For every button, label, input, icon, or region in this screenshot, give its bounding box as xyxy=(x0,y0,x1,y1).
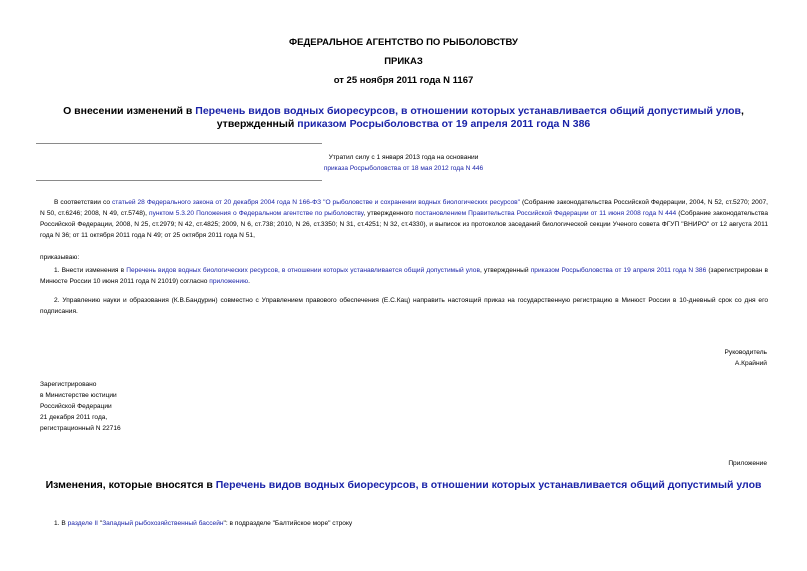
registration-line: в Министерстве юстиции xyxy=(40,392,117,399)
document-type: ПРИКАЗ xyxy=(384,56,423,67)
appendix-title-link[interactable]: Перечень видов водных биоресурсов, в отношении которых устанавливается общий допустимый улов xyxy=(215,479,762,491)
title-text-2: , утвержденный xyxy=(216,105,744,130)
registration-line: Зарегистрировано xyxy=(40,381,97,388)
registration-line: Российской Федерации xyxy=(40,403,112,410)
registration-line: регистрационный N 22716 xyxy=(40,425,121,432)
signature-block xyxy=(725,347,767,369)
registration-block xyxy=(40,379,121,434)
signature-position: Руководитель xyxy=(724,349,767,356)
title-link-list[interactable]: Перечень видов водных биоресурсов, в отношении которых устанавливается общий допустимый улов xyxy=(195,105,741,117)
signature-name: А.Крайний xyxy=(734,360,767,367)
document-date-number: от 25 ноября 2011 года N 1167 xyxy=(333,75,474,86)
appendix-link-section[interactable]: разделе II xyxy=(67,520,99,527)
validity-link[interactable]: приказа Росрыболовства от 18 мая 2012 года N 446 xyxy=(323,165,484,172)
item1-text-2: , утвержденный xyxy=(479,267,531,274)
preamble-text-4: (Собрание законодательства Российской Федерации, 2008, N 25, ст.2979; N 42, ст.4825; 2009, N 6, ст.738; 2010, N 26, ст.3350; N 31, ст.4251; N 32, ст.4330), и выписок из протоколов заседаний биологической секции Ученого совета ФГУП "ВНИРО" от 12 августа 2011 года N 36; от 11 октября 2011 года N 49; от 25 октября 2011 года N 51, xyxy=(40,210,768,239)
item1-link-list[interactable]: Перечень видов водных биологических ресурсов, в отношении которых устанавливается общий допустимый улов xyxy=(126,267,480,274)
preamble-paragraph xyxy=(40,197,768,241)
appendix-title xyxy=(0,479,807,492)
preamble-text-1: В соответствии со xyxy=(54,199,112,206)
divider-bottom xyxy=(36,180,322,181)
title-text-1: О внесении изменений в xyxy=(63,105,196,117)
document-title xyxy=(40,105,767,131)
appendix-item-text-2: " xyxy=(98,520,103,527)
validity-line: Утратил силу с 1 января 2013 года на основании xyxy=(328,154,479,161)
agency-name: ФЕДЕРАЛЬНОЕ АГЕНТСТВО ПО РЫБОЛОВСТВУ xyxy=(289,37,518,48)
preamble-link-law[interactable]: статьей 28 Федерального закона от 20 декабря 2004 года N 166-ФЗ "О рыболовстве и сохранении водных биологических ресурсов" xyxy=(111,199,520,206)
order-word: приказываю: xyxy=(40,254,80,261)
order-item-1 xyxy=(40,265,768,287)
appendix-title-text: Изменения, которые вносятся в xyxy=(45,479,216,491)
preamble-link-regulation[interactable]: пунктом 5.3.20 Положения о Федеральном агентстве по рыболовству xyxy=(149,210,364,217)
item1-text-4: . xyxy=(248,278,250,285)
divider-top xyxy=(36,143,322,144)
appendix-item-text-3: ": в подразделе "Балтийское море" строку xyxy=(223,520,353,527)
preamble-link-decree[interactable]: постановлением Правительства Российской Федерации от 11 июня 2008 года N 444 xyxy=(415,210,677,217)
validity-note xyxy=(0,152,807,174)
title-link-order[interactable]: приказом Росрыболовства от 19 апреля 2011 года N 386 xyxy=(297,118,591,130)
appendix-item-text-1: 1. В xyxy=(54,520,68,527)
preamble-text-3: , утвержденного xyxy=(363,210,416,217)
appendix-label: Приложение xyxy=(728,460,767,467)
order-item-2: 2. Управлению науки и образования (К.В.Бандурин) совместно с Управлением правового обеспечения (Е.С.Кац) направить настоящий приказ на государственную регистрацию в Минюст России в 10-дневный срок со дня его подписания. xyxy=(40,297,768,315)
item1-link-appendix[interactable]: приложению xyxy=(209,278,249,285)
appendix-link-basin[interactable]: Западный рыбохозяйственный бассейн xyxy=(102,520,224,527)
preamble-text-2: (Собрание законодательства Российской Федерации, 2004, N 52, ст.5270; 2007, N 50, ст.6246; 2008, N 49, ст.5748), xyxy=(40,199,768,217)
appendix-item-1 xyxy=(54,518,352,529)
item1-text-3: (зарегистрирован в Минюсте России 10 июня 2011 года N 21019) согласно xyxy=(40,267,768,285)
item1-text-1: 1. Внести изменения в xyxy=(54,267,127,274)
item1-link-order[interactable]: приказом Росрыболовства от 19 апреля 2011 года N 386 xyxy=(530,267,707,274)
registration-line: 21 декабря 2011 года, xyxy=(40,414,108,421)
